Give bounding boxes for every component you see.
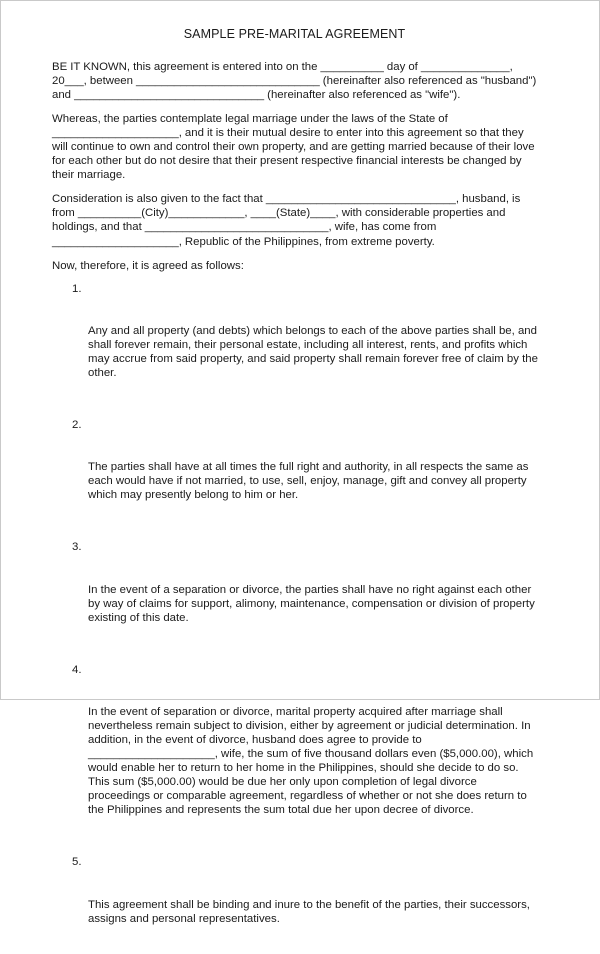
clause-item (52, 282, 541, 408)
clause-number: 2. (72, 419, 82, 432)
paragraph-consideration: Consideration is also given to the fact that ______________________________, husband, is from __________(City)____________, ____(State)____, with considerable properties and holdings, and that _____________________________, wife, has come from ____________________, Republic of the Philippines, from extreme poverty. (52, 193, 524, 248)
page-title: SAMPLE PRE-MARITAL AGREEMENT (183, 27, 406, 41)
paragraph-be-it-known: BE IT KNOWN, this agreement is entered into on the __________ day of ______________, 20___, between _____________________________ (hereinafter also referenced as "husband") and ______________________________ (hereinafter also referenced as "wife"). (52, 61, 540, 102)
clause-text: Any and all property (and debts) which belongs to each of the above parties shall be, and shall forever remain, their personal estate, including all interest, rents, and profits which may accrue from said property, and said property shall remain forever free of claim by the other. (88, 324, 542, 379)
clause-number: 3. (72, 541, 82, 554)
paragraph-whereas: Whereas, the parties contemplate legal marriage under the laws of the State of ____________________, and it is their mutual desire to enter into this agreement so that they will continue to own and control their own property, and are getting married because of their love for each other but do not desire that their present respective financial interests be changed by their marriage. (52, 113, 538, 182)
clause-item (52, 663, 541, 846)
clause-number: 5. (72, 856, 82, 869)
clause-list (52, 282, 541, 954)
clause-number: 4. (72, 663, 82, 676)
clause-item (52, 540, 541, 652)
clause-number: 1. (72, 282, 82, 295)
clause-text: In the event of separation or divorce, marital property acquired after marriage shall nevertheless remain subject to division, either by agreement or judicial determination. In addition, in the event of divorce, husband does agree to provide to ____________________, wife, the sum of five thousand dollars even ($5,000.00), which would enable her to return to her home in the Philippines, should she decide to do so. This sum ($5,000.00) would be due her only upon completion of legal divorce proceedings or comparable agreement, regardless of whether or not she does return to the Philippines and represents the sum total due her upon decree of divorce. (88, 705, 537, 817)
clause-item (52, 855, 541, 953)
clause-text: The parties shall have at all times the full right and authority, in all respects the same as each would have if not married, to use, sell, enjoy, manage, gift and convey all property which may presently belong to him or her. (88, 461, 532, 502)
spacer-4 (52, 273, 541, 282)
clause-text: This agreement shall be binding and inure to the benefit of the parties, their successors, assigns and personal representatives. (88, 898, 534, 925)
spacer-1 (52, 102, 541, 112)
spacer-2 (52, 182, 541, 192)
clause-item (52, 418, 541, 530)
document-sheet (1, 1, 599, 925)
spacer-after-title (52, 42, 541, 60)
spacer-3 (52, 249, 541, 259)
paragraph-now-therefore: Now, therefore, it is agreed as follows: (52, 259, 244, 272)
clause-text: In the event of a separation or divorce, the parties shall have no right against each other by way of claims for support, alimony, maintenance, compensation or division of property existing of this date. (88, 583, 538, 624)
